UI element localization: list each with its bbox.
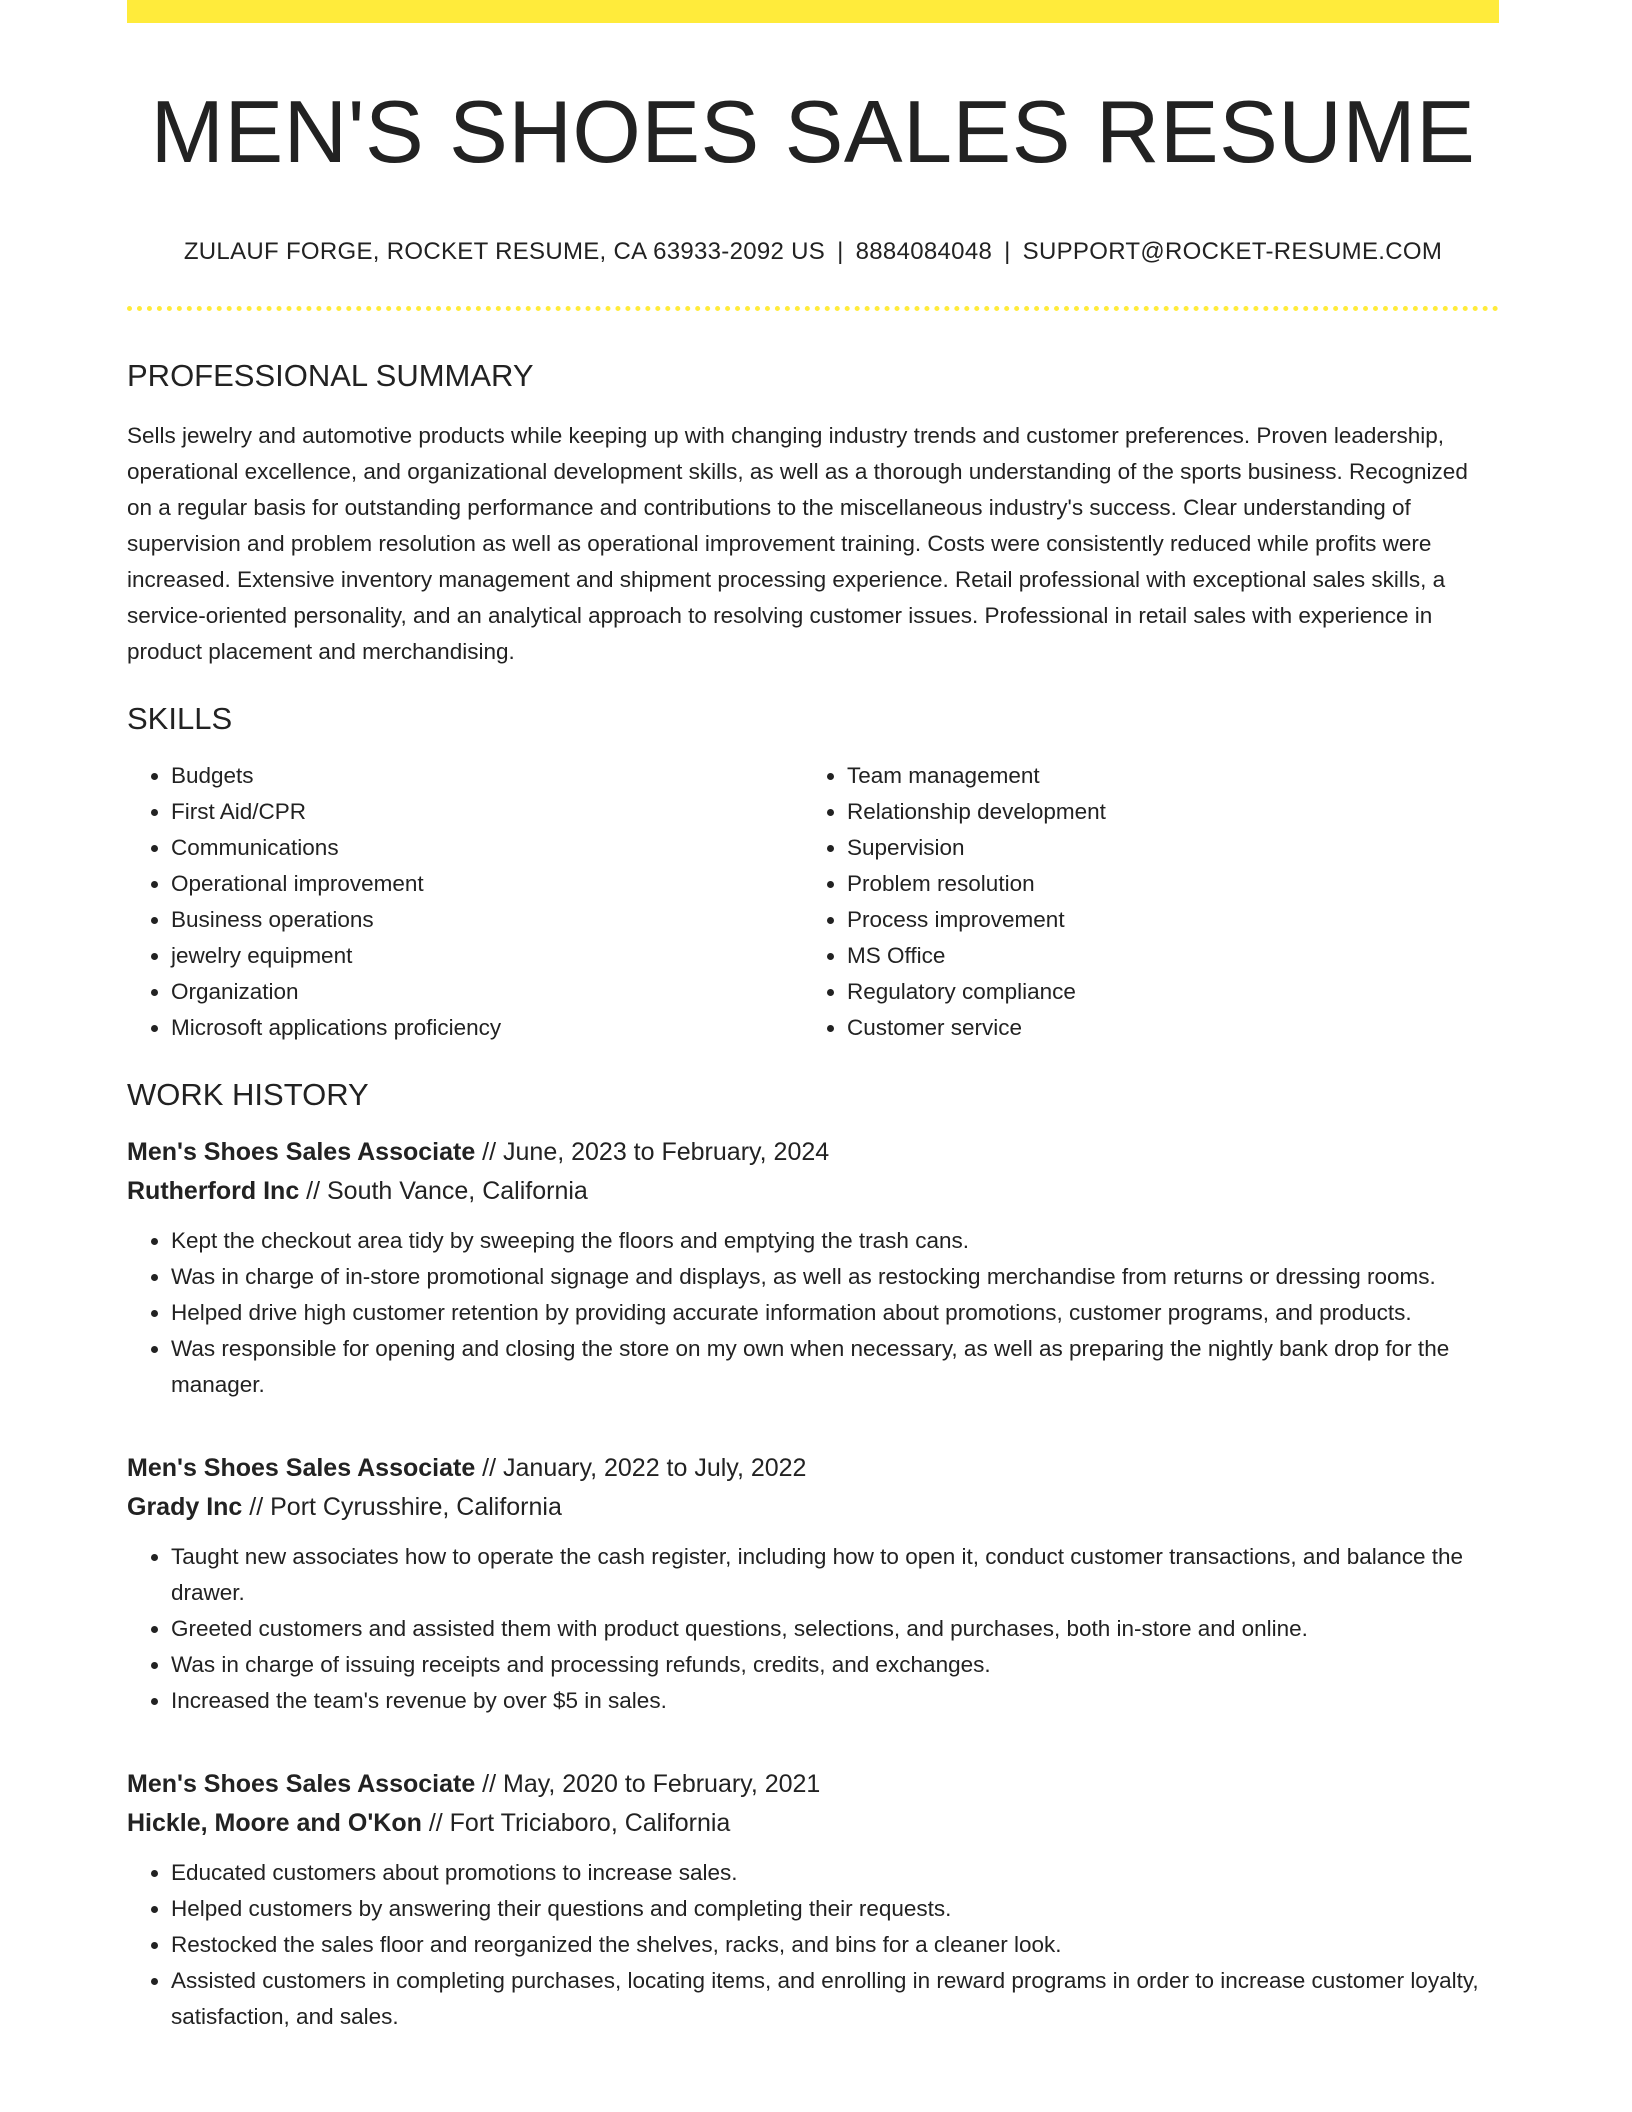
job-duty: • Helped drive high customer retention by providing accurate information about promotions, customer programs, and products. bbox=[171, 1295, 1499, 1331]
job-company-line bbox=[127, 1804, 1499, 1843]
skill-item: • First Aid/CPR bbox=[171, 794, 803, 830]
job-duty: • Assisted customers in completing purchases, locating items, and enrolling in reward programs in order to increase customer loyalty, satisfaction, and sales. bbox=[171, 1963, 1499, 2035]
job-company: Rutherford Inc bbox=[127, 1176, 300, 1205]
skills-column-right bbox=[803, 758, 1479, 1046]
job-duty: • Was in charge of in-store promotional signage and displays, as well as restocking merchandise from returns or dressing rooms. bbox=[171, 1259, 1499, 1295]
skill-item: • Organization bbox=[171, 974, 803, 1010]
job-dates: // January, 2022 to July, 2022 bbox=[475, 1453, 807, 1482]
job-location: // Port Cyrusshire, California bbox=[242, 1492, 562, 1521]
resume-title: MEN'S SHOES SALES RESUME bbox=[150, 82, 1476, 181]
skill-item: • Budgets bbox=[171, 758, 803, 794]
skills-heading: SKILLS bbox=[127, 701, 233, 737]
job-title: Men's Shoes Sales Associate bbox=[127, 1769, 476, 1798]
skill-item: • Team management bbox=[847, 758, 1479, 794]
skill-item: • Operational improvement bbox=[171, 866, 803, 902]
job-dates: // May, 2020 to February, 2021 bbox=[475, 1769, 821, 1798]
job-title-line bbox=[127, 1765, 1499, 1804]
contact-line bbox=[127, 238, 1499, 266]
work-history-heading: WORK HISTORY bbox=[127, 1076, 369, 1112]
job-duty: • Restocked the sales floor and reorganized the shelves, racks, and bins for a cleaner look. bbox=[171, 1927, 1499, 1963]
job-duty: • Taught new associates how to operate the cash register, including how to open it, conduct customer transactions, and balance the drawer. bbox=[171, 1539, 1499, 1611]
job-title: Men's Shoes Sales Associate bbox=[127, 1137, 476, 1166]
skills-list bbox=[127, 758, 1499, 1046]
job-duties bbox=[127, 1855, 1499, 2035]
job-title: Men's Shoes Sales Associate bbox=[127, 1453, 476, 1482]
job-entry bbox=[127, 1765, 1499, 2035]
skill-item: • Customer service bbox=[847, 1010, 1479, 1046]
job-duties bbox=[127, 1539, 1499, 1719]
skill-item: • Microsoft applications proficiency bbox=[171, 1010, 803, 1046]
summary-heading: PROFESSIONAL SUMMARY bbox=[127, 358, 534, 394]
job-location: // South Vance, California bbox=[299, 1176, 588, 1205]
job-company: Grady Inc bbox=[127, 1492, 243, 1521]
resume-page bbox=[127, 0, 1499, 2035]
skill-item: • Process improvement bbox=[847, 902, 1479, 938]
job-duty: • Greeted customers and assisted them with product questions, selections, and purchases, both in-store and online. bbox=[171, 1611, 1499, 1647]
job-duty: • Was in charge of issuing receipts and processing refunds, credits, and exchanges. bbox=[171, 1647, 1499, 1683]
job-duty: • Increased the team's revenue by over $5 in sales. bbox=[171, 1683, 1499, 1719]
job-title-line bbox=[127, 1133, 1499, 1172]
skill-item: • Supervision bbox=[847, 830, 1479, 866]
skills-column-left bbox=[127, 758, 803, 1046]
top-accent-bar bbox=[127, 0, 1499, 23]
skill-item: • MS Office bbox=[847, 938, 1479, 974]
skill-item: • Relationship development bbox=[847, 794, 1479, 830]
contact-email[interactable]: SUPPORT@ROCKET-RESUME.COM bbox=[1022, 238, 1443, 266]
job-duty: • Kept the checkout area tidy by sweeping the floors and emptying the trash cans. bbox=[171, 1223, 1499, 1259]
job-entry bbox=[127, 1133, 1499, 1403]
job-location: // Fort Triciaboro, California bbox=[421, 1808, 731, 1837]
skill-item: • Communications bbox=[171, 830, 803, 866]
skill-item: • Regulatory compliance bbox=[847, 974, 1479, 1010]
job-company-line bbox=[127, 1172, 1499, 1211]
contact-address: ZULAUF FORGE, ROCKET RESUME, CA 63933-2092 US bbox=[183, 238, 826, 266]
job-duty: • Educated customers about promotions to increase sales. bbox=[171, 1855, 1499, 1891]
dotted-divider bbox=[127, 306, 1499, 311]
skill-item: • Business operations bbox=[171, 902, 803, 938]
summary-text: Sells jewelry and automotive products while keeping up with changing industry trends and customer preferences. Proven leadership, operational excellence, and organizational development skills, as well as a thorough understanding of the sports business. Recognized on a regular basis for outstanding performance and contributions to the miscellaneous industry's success. Clear understanding of supervision and problem resolution as well as operational improvement training. Costs were consistently reduced while profits were increased. Extensive inventory management and shipment processing experience. Retail professional with exceptional sales skills, a service-oriented personality, and an analytical approach to resolving customer issues. Professional in retail sales with experience in product placement and merchandising. bbox=[127, 423, 1468, 665]
contact-separator: | bbox=[837, 238, 844, 266]
contact-phone[interactable]: 8884084048 bbox=[855, 238, 993, 266]
job-duty: • Helped customers by answering their questions and completing their requests. bbox=[171, 1891, 1499, 1927]
job-entry bbox=[127, 1449, 1499, 1719]
job-company-line bbox=[127, 1488, 1499, 1527]
job-duty: • Was responsible for opening and closing the store on my own when necessary, as well as preparing the nightly bank drop for the manager. bbox=[171, 1331, 1499, 1403]
job-dates: // June, 2023 to February, 2024 bbox=[475, 1137, 830, 1166]
job-title-line bbox=[127, 1449, 1499, 1488]
contact-separator: | bbox=[1004, 238, 1011, 266]
skill-item: • Problem resolution bbox=[847, 866, 1479, 902]
job-duties bbox=[127, 1223, 1499, 1403]
skill-item: • jewelry equipment bbox=[171, 938, 803, 974]
job-company: Hickle, Moore and O'Kon bbox=[127, 1808, 422, 1837]
